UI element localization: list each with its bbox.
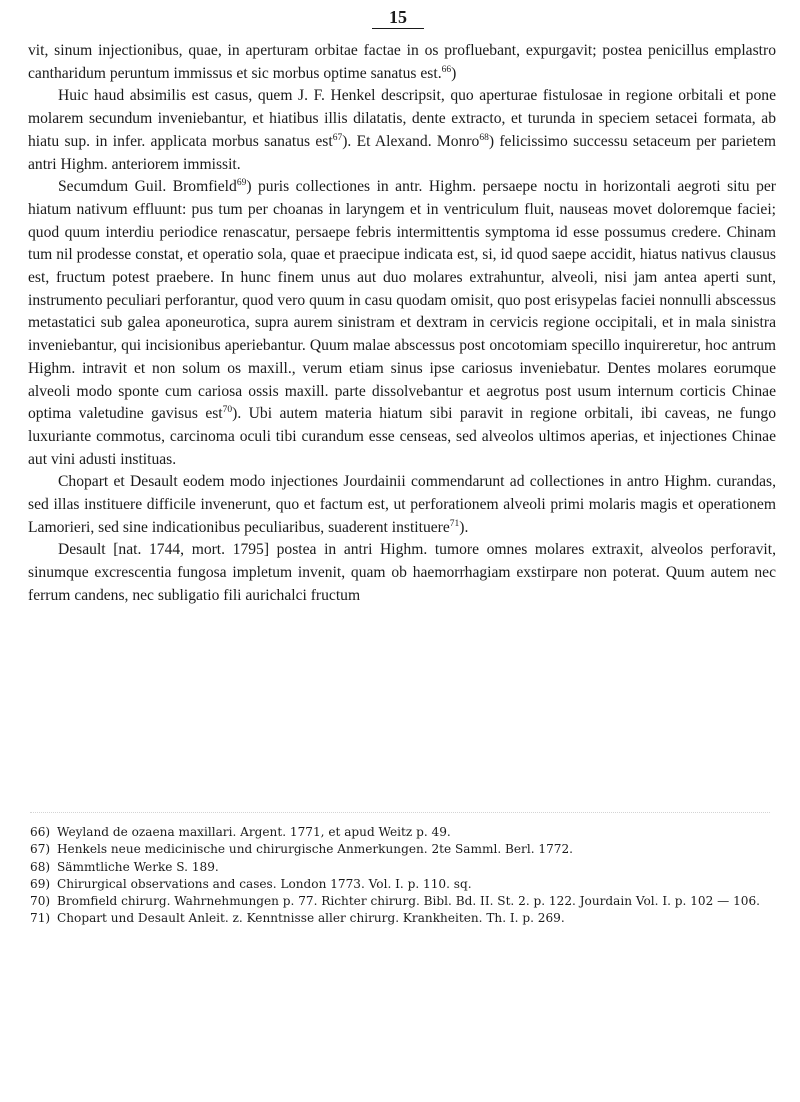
text-run: ). Et Alexand. Monro bbox=[342, 132, 480, 150]
footnote bbox=[30, 841, 775, 858]
footnote bbox=[30, 876, 775, 893]
footnote-text: Chopart und Desault Anleit. z. Kenntnisse aller chirurg. Krankheiten. Th. I. p. 269. bbox=[57, 911, 565, 926]
text-run: Chopart et Desault eodem modo injectiones Jourdainii commendarunt ad collectiones in antro Highm. curandas, sed illas instituere difficile invenerunt, quo et factum est, ut perforationem alveoli primi molaris magis et operationem Lamorieri, sed sine indicationibus peculiaribus, suaderent instituere bbox=[28, 473, 776, 536]
text-run: ) bbox=[451, 64, 457, 82]
footnote-number: 69) bbox=[30, 876, 51, 891]
text-run: ) puris collectiones in antr. Highm. persaepe noctu in horizontali aegroti situ per hiatum nativum effluunt: pus tum per choanas in laryngem et in ventriculum fluit, nauseas movet doloremque faciei; quod quum interdiu periodice renascatur, persaepe febris intermittentis symptoma id esse possumus credere. Chinam tum nil prodesse constat, et operatio sola, quae et praecipue indicata est, si, id quod saepe accidit, hiatus nativus clausus est, fructum potest praebere. In hunc finem unus aut duo molares extrahuntur, alveoli, nisi jam antea aperti sunt, instrumento peculiari perforantur, quod vero quum in casu quodam omisit, quo post erisypelas faciei nonnulli abscessus metastatici sub galea aponeurotica, supra aurem sinistram et dextram in cervicis regione occipitali, et in mala sinistra inveniebantur, qui incisionibus aperiebantur. Quum malae abscessus post oncotomiam specillo inquireretur, hoc antrum Highm. intravit et non solum os maxill., verum etiam sinus ipse cariosus inveniebatur. Dentes molares eorumque alveoli modo sponte cum cariosa ossis maxill. parte dissolvebantur et aegrotus post usum internum corticis Chinae optima valetudine gavisus est bbox=[28, 178, 776, 423]
text-run: ) felicissimo successu setaceum per parietem antri Highm. anteriorem immissit. bbox=[28, 132, 776, 173]
footnote bbox=[30, 859, 775, 876]
paragraph bbox=[28, 471, 776, 539]
footnote-ref: 66 bbox=[441, 64, 452, 75]
text-run: vit, sinum injectionibus, quae, in aperturam orbitae factae in os profluebant, expurgavit; postea penicillus emplastro cantharidum peruntum immissus et sic morbus optime sanatus est. bbox=[28, 42, 776, 82]
footnote-ref: 71 bbox=[449, 518, 460, 529]
footnote-number: 71) bbox=[30, 911, 51, 926]
footnote-text: Chirurgical observations and cases. London 1773. Vol. I. p. 110. sq. bbox=[57, 876, 472, 891]
paragraph bbox=[28, 85, 776, 176]
footnote-divider bbox=[30, 812, 770, 813]
text-run: Desault [nat. 1744, mort. 1795] postea in antri Highm. tumore omnes molares extraxit, alveolos perforavit, sinumque excrescentia fungosa impletum invenit, quam ob haemorrhagiam exstirpare non poterat. Quum autem nec ferrum candens, nec subligatio fili aurichalci fructum bbox=[28, 541, 776, 604]
footnote-text: Sämmtliche Werke S. 189. bbox=[57, 859, 219, 874]
footnote bbox=[30, 824, 775, 841]
text-run: ). bbox=[459, 518, 469, 536]
footnote-ref: 69 bbox=[236, 178, 247, 189]
text-run: Huic haud absimilis est casus, quem J. F. Henkel descripsit, quo aperturae fistulosae in regione orbitali et pone molarem secundum inveniebantur, et hiatibus illis dilatatis, dente extracto, et turunda in speciem setacei formata, ab hiatu sup. in infer. applicata morbus sanatus est bbox=[28, 87, 776, 150]
text-run: ). Ubi autem materia hiatum sibi paravit in regione orbitali, ibi caveas, ne fungo luxuriante commotus, carcinoma oculi tibi curandum esse censeas, sed alveolos ultimos aperias, et injectiones Chinae aut vini adusti instituas. bbox=[28, 405, 777, 468]
footnote-text: Bromfield chirurg. Wahrnehmungen p. 77. Richter chirurg. Bibl. Bd. II. St. 2. p. 122. Jourdain Vol. I. p. 102 — 106. bbox=[57, 894, 761, 909]
footnote-number: 67) bbox=[30, 842, 51, 857]
footnote-text: Henkels neue medicinische und chirurgische Anmerkungen. 2te Samml. Berl. 1772. bbox=[57, 842, 574, 857]
footnote bbox=[30, 910, 775, 927]
main-text bbox=[28, 40, 776, 608]
footnote-number: 66) bbox=[30, 825, 51, 839]
footnotes bbox=[30, 824, 775, 928]
footnote-text: Weyland de ozaena maxillari. Argent. 1771, et apud Weitz p. 49. bbox=[57, 825, 451, 839]
footnote-ref: 67 bbox=[332, 132, 343, 143]
paragraph bbox=[28, 176, 776, 471]
text-run: Secumdum Guil. Bromfield bbox=[58, 178, 237, 196]
page-number: 15 bbox=[372, 6, 424, 29]
footnote-number: 68) bbox=[30, 859, 51, 874]
footnote bbox=[30, 893, 775, 910]
footnote-number: 70) bbox=[30, 894, 51, 909]
paragraph bbox=[28, 539, 776, 607]
footnote-ref: 70 bbox=[222, 405, 233, 416]
footnote-ref: 68 bbox=[479, 132, 489, 143]
paragraph bbox=[28, 40, 776, 85]
